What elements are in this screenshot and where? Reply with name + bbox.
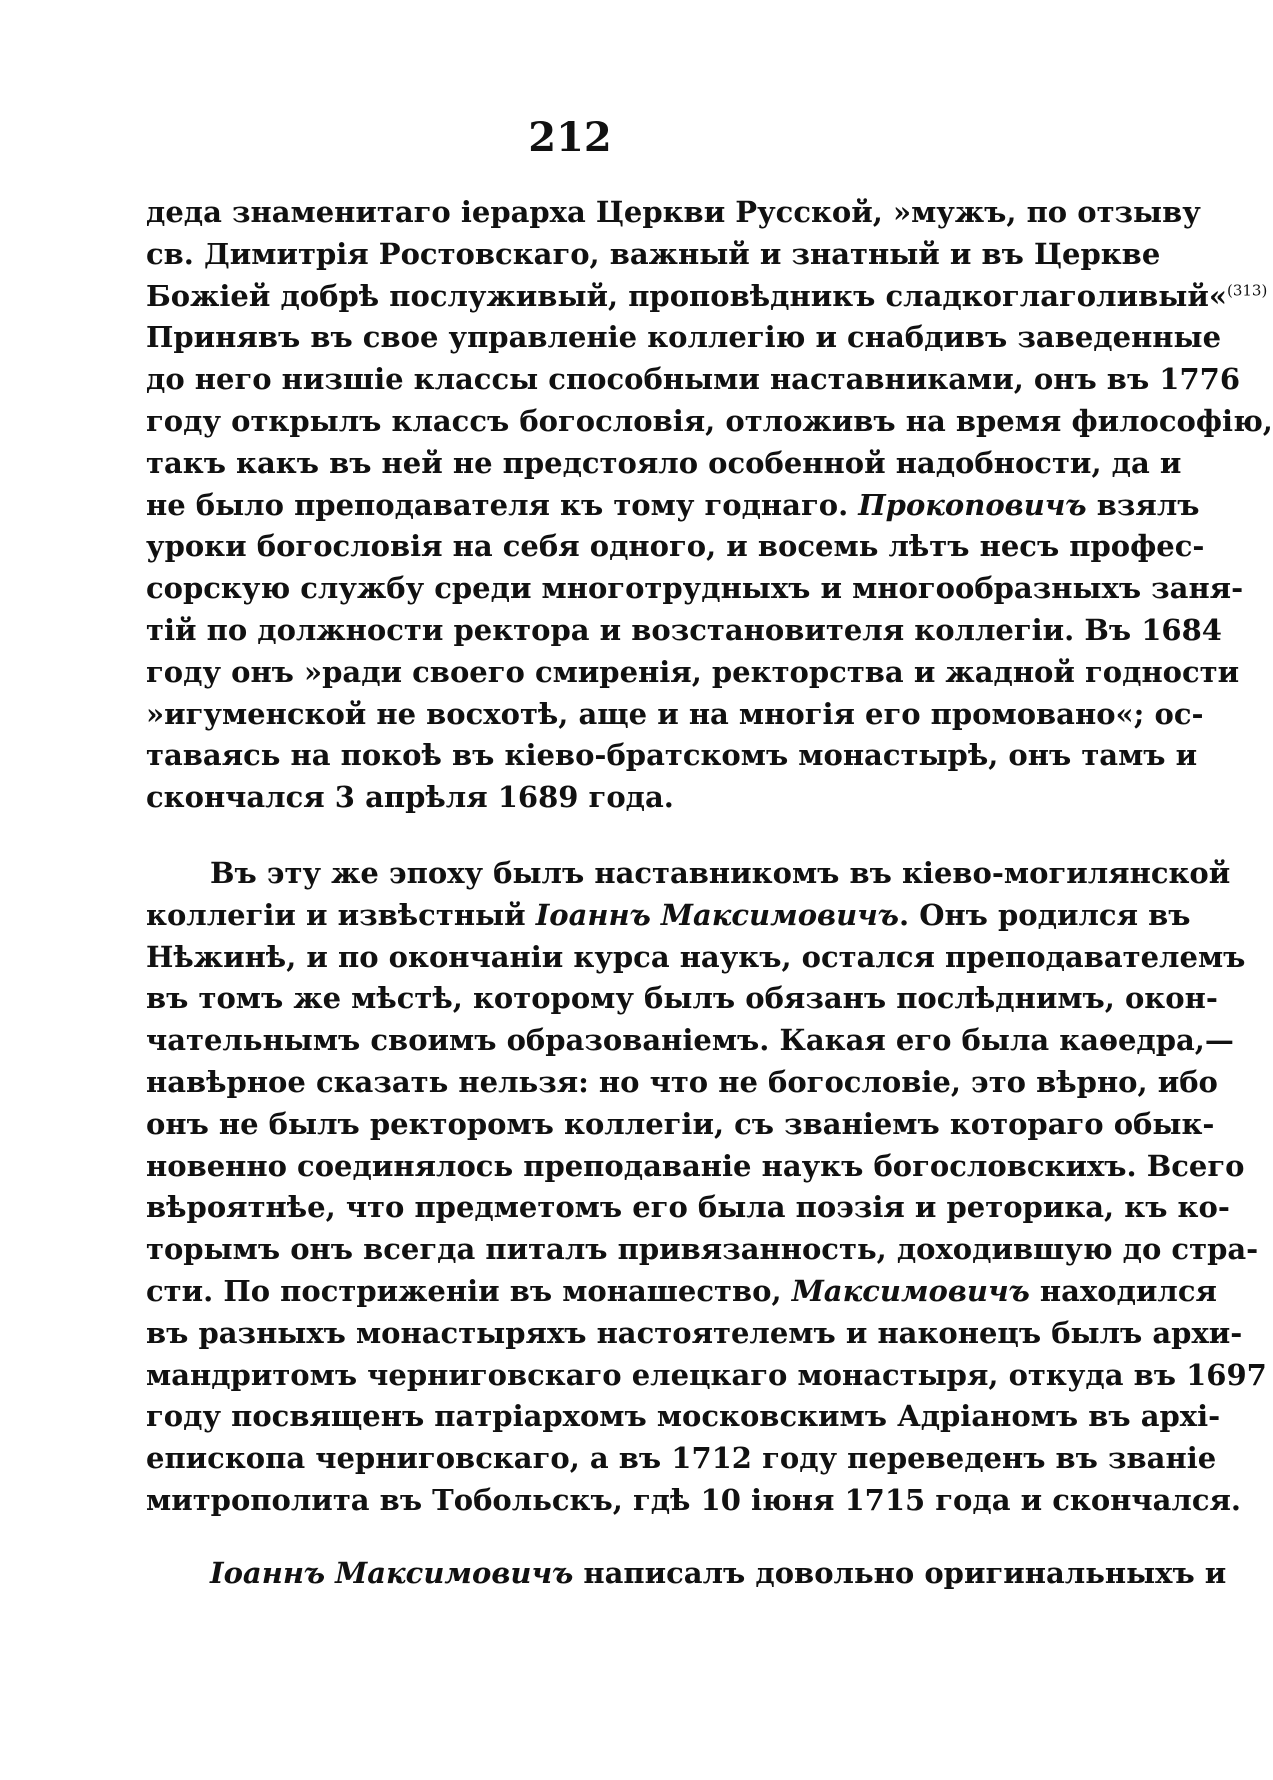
italic-name: Іоаннъ Максимовичъ [535, 897, 899, 932]
paragraph-3 [146, 1553, 1227, 1595]
text-line [146, 1480, 1242, 1522]
text-line [146, 1187, 1230, 1229]
text-line [146, 443, 1182, 485]
text-line [146, 1146, 1245, 1188]
text-segment: св. Димитрія Ростовскаго, важный и знатный и въ Церкве [146, 236, 1161, 271]
italic-name: Іоаннъ Максимовичъ [210, 1556, 574, 1590]
text-line [146, 1438, 1217, 1480]
text-line [146, 1313, 1243, 1355]
text-line [146, 853, 1231, 895]
text-segment: сорскую службу среди многотрудныхъ и многообразныхъ заня- [146, 571, 1244, 606]
text-segment: новенно соединялось преподаваніе наукъ богословскихъ. Всего [146, 1148, 1245, 1183]
text-segment: году онъ »ради своего смиренія, ректорства и жадной годности [146, 654, 1240, 689]
text-line [146, 317, 1222, 359]
text-segment: Божіей добрѣ послуживый, проповѣдникъ сладкоглаголивый« [146, 278, 1227, 313]
text-segment: тій по должности ректора и возстановителя коллегіи. Въ 1684 [146, 612, 1222, 647]
text-segment: въ разныхъ монастыряхъ настоятелемъ и наконецъ былъ архи- [146, 1315, 1243, 1350]
text-line [146, 1396, 1221, 1438]
text-line [146, 568, 1244, 610]
text-segment: взялъ [1086, 487, 1200, 522]
text-segment: въ томъ же мѣстѣ, которому былъ обязанъ послѣднимъ, окон- [146, 981, 1218, 1016]
text-segment: таваясь на покоѣ въ кіево-братскомъ монастырѣ, онъ тамъ и [146, 738, 1198, 773]
italic-name: Прокоповичъ [858, 487, 1087, 522]
text-segment: скончался 3 апрѣля 1689 года. [146, 780, 674, 815]
text-segment: деда знаменитаго іерарха Церкви Русской, »мужъ, по отзыву [146, 195, 1201, 229]
text-line [146, 895, 1191, 937]
text-line [146, 234, 1161, 276]
text-segment: году посвященъ патріархомъ московскимъ Адріаномъ въ архі- [146, 1399, 1221, 1434]
footnote-reference: (313) [1226, 280, 1268, 299]
text-line [146, 978, 1218, 1020]
text-segment: не было преподавателя къ тому годнаго. [146, 487, 859, 522]
text-segment: чательнымъ своимъ образованіемъ. Какая его была каѳедра,— [146, 1023, 1234, 1058]
text-line [146, 610, 1222, 652]
text-segment: Нѣжинѣ, и по окончаніи курса наукъ, остался преподавателемъ [146, 939, 1246, 974]
text-line [146, 192, 1201, 234]
page-number: 212 [528, 114, 612, 161]
text-segment: Принявъ въ свое управленіе коллегію и снабдивъ заведенные [146, 320, 1222, 355]
paragraph-2 [146, 853, 1267, 1522]
text-segment: епископа черниговскаго, а въ 1712 году переведенъ въ званіе [146, 1441, 1217, 1476]
text-line [146, 526, 1205, 568]
text-line [146, 401, 1273, 443]
text-line [146, 1355, 1267, 1397]
text-segment: . Онъ родился въ [899, 897, 1191, 932]
text-segment: митрополита въ Тобольскъ, гдѣ 10 іюня 1715 года и скончался. [146, 1482, 1242, 1517]
text-line [146, 694, 1204, 736]
text-line [146, 1229, 1259, 1271]
text-segment: навѣрное сказать нельзя: но что не богословіе, это вѣрно, ибо [146, 1064, 1218, 1099]
text-line [146, 937, 1246, 979]
text-segment: сти. По постриженіи въ монашество, [146, 1273, 792, 1308]
text-line [146, 1104, 1215, 1146]
text-segment: такъ какъ въ ней не предстояло особенной надобности, да и [146, 445, 1182, 480]
text-segment: находился [1029, 1273, 1217, 1308]
italic-name: Максимовичъ [791, 1273, 1030, 1308]
text-segment: уроки богословія на себя одного, и восемь лѣтъ несъ профес- [146, 529, 1205, 564]
text-line [146, 652, 1240, 694]
text-segment: вѣроятнѣе, что предметомъ его была поэзія и реторика, къ ко- [146, 1190, 1230, 1225]
text-line [146, 276, 1268, 318]
text-segment: написалъ довольно оригинальныхъ и [573, 1556, 1227, 1590]
paragraph-1 [146, 192, 1273, 819]
text-segment: Въ эту же эпоху былъ наставникомъ въ кіево-могилянской [210, 856, 1231, 890]
text-line [146, 777, 1058, 819]
text-segment: торымъ онъ всегда питалъ привязанность, доходившую до стра- [146, 1232, 1259, 1267]
text-segment: году открылъ классъ богословія, отложивъ на время философію, [146, 403, 1273, 438]
text-line [146, 1020, 1234, 1062]
text-line [146, 735, 1198, 777]
text-segment: онъ не былъ ректоромъ коллегіи, съ званіемъ котораго обык- [146, 1106, 1215, 1141]
text-segment: коллегіи и извѣстный [146, 897, 536, 932]
text-segment: »игуменской не восхотѣ, аще и на многія его промовано«; ос- [146, 696, 1204, 731]
text-segment: мандритомъ черниговскаго елецкаго монастыря, откуда въ 1697 [146, 1357, 1267, 1392]
text-segment: до него низшіе классы способными наставниками, онъ въ 1776 [146, 362, 1241, 397]
text-line [146, 485, 1200, 527]
text-line [146, 1553, 1227, 1595]
text-line [146, 359, 1241, 401]
text-line [146, 1271, 1217, 1313]
text-line [146, 1062, 1218, 1104]
